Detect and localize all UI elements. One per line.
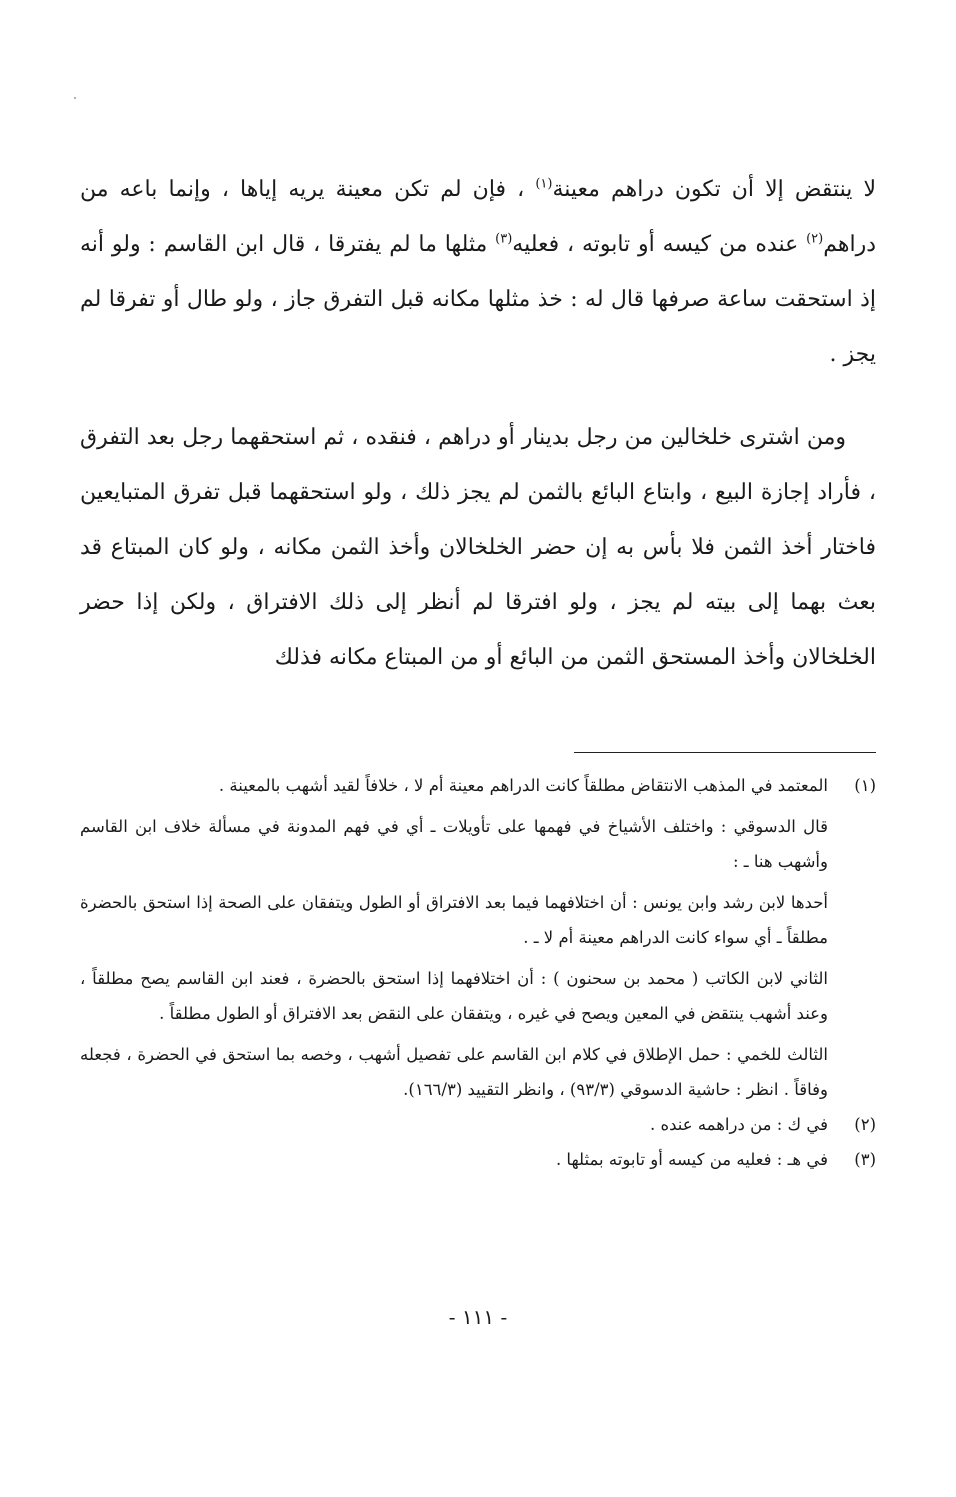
footnote-2-text: في ك : من دراهمه عنده . (649, 1115, 828, 1134)
footnote-ref-1: (١) (535, 176, 553, 192)
footnote-1 (80, 768, 876, 1107)
footnote-3-text: في هـ : فعليه من كيسه أو تابوته بمثلها . (555, 1150, 828, 1169)
main-paragraph-2 (80, 410, 876, 685)
footnote-ref-3: (٣) (495, 231, 513, 247)
footnote-3 (80, 1142, 876, 1177)
footnote-1-paragraph-1: المعتمد في المذهب الانتقاض مطلقاً كانت الدراهم معينة أم لا ، خلافاً لقيد أشهب بالمعينة . (218, 776, 828, 795)
footnotes (80, 768, 876, 1177)
footnote-2 (80, 1107, 876, 1142)
main-text (80, 162, 876, 685)
footnote-1-paragraph-4: الثاني لابن الكاتب ( محمد بن سحنون ) : أن اختلافهما إذا استحق بالحضرة ، فعند ابن القاسم يصح مطلقاً ، وعند أشهب ينتقض في المعين ويصح في غيره ، ويتفقان على النقض بعد الافتراق أو الطول مطلقاً . (80, 969, 828, 1023)
footnote-1-paragraph-5: الثالث للخمي : حمل الإطلاق في كلام ابن القاسم على تفصيل أشهب ، وخصه بما استحق في الحضرة ، فجعله وفاقاً . انظر : حاشية الدسوقي (٩٣/٣) ، وانظر التقييد (١٦٦/٣). (80, 1045, 828, 1099)
footnote-1-paragraph-3: أحدها لابن رشد وابن يونس : أن اختلافهما فيما بعد الافتراق أو الطول ويتفقان على الصحة إذا استحق بالحضرة مطلقاً ـ أي سواء كانت الدراهم معينة أم لا ـ . (80, 893, 828, 947)
main-paragraph-2-text: ومن اشترى خلخالين من رجل بدينار أو دراهم ، فنقده ، ثم استحقهما رجل بعد التفرق ، فأراد إجازة البيع ، وابتاع البائع بالثمن لم يجز ذلك ، ولو استحقهما قبل تفرق المتبايعين فاختار أخذ الثمن فلا بأس به إن حضر الخلخالان وأخذ الثمن مكانه ، ولو كان المبتاع قد بعث بهما إلى بيته لم يجز ، ولو افترقا لم أنظر إلى ذلك الافتراق ، ولكن إذا حضر الخلخالان وأخذ المستحق الثمن من البائع أو من المبتاع مكانه فذلك (80, 425, 876, 670)
footnote-number: (١) (854, 776, 876, 795)
footnote-number: (٣) (854, 1150, 876, 1169)
main-paragraph-1-part-2: ، فإن لم تكن معينة يريه إياها ، وإنما باعه من دراهم (80, 177, 877, 257)
footnote-number: (٢) (854, 1115, 876, 1134)
main-paragraph-1-part-3: عنده من كيسه أو تابوته ، فعليه (512, 232, 807, 257)
footnote-1-paragraph-2: قال الدسوقي : واختلف الأشياخ في فهمها على تأويلات ـ أي في فهم المدونة في مسألة خلاف ابن القاسم وأشهب هنا ـ : (80, 817, 828, 871)
page-number: - ١١١ - (448, 1305, 508, 1329)
scan-speck (74, 97, 76, 99)
main-paragraph-1-part-4: مثلها ما لم يفترقا ، قال ابن القاسم : ولو أنه إذ استحقت ساعة صرفها قال له : خذ مثلها مكانه قبل التفرق جاز ، ولو طال أو تفرقا لم يجز . (80, 232, 876, 367)
main-paragraph-1-part-1: لا ينتقض إلا أن تكون دراهم معينة (552, 177, 876, 202)
main-paragraph-1 (80, 162, 876, 382)
footnote-separator (574, 752, 876, 753)
footnote-ref-2: (٢) (806, 231, 824, 247)
